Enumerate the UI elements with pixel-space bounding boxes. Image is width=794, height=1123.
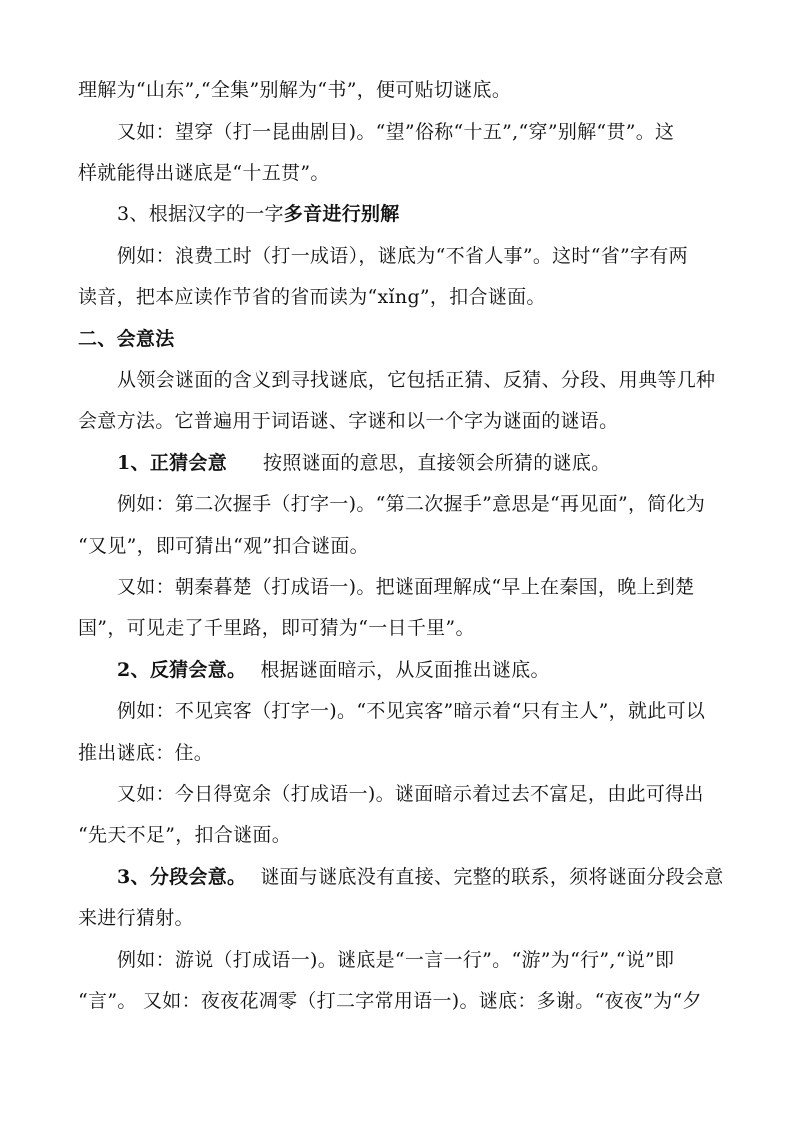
subheading-bold: 多音进行别解 <box>283 203 400 225</box>
paragraph-line: 理解为“山东”,“全集”别解为“书”，便可贴切谜底。 <box>78 79 512 101</box>
subheading-fancai <box>117 658 550 682</box>
paragraph-line: “又见”，即可猜出“观”扣合谜面。 <box>78 535 369 557</box>
subheading-text: 根据谜面暗示，从反面推出谜底。 <box>260 659 550 681</box>
subheading-title: 3、分段会意。 <box>117 866 247 888</box>
paragraph-line: 会意方法。它普遍用于词语谜、字谜和以一个字为谜面的谜语。 <box>78 410 619 432</box>
section-heading: 二、会意法 <box>78 328 175 350</box>
paragraph-line: 例如：游说（打成语一)。谜底是“一言一行”。“游”为“行”,“说”即 <box>117 949 675 971</box>
paragraph-line: 来进行猜射。 <box>78 907 194 929</box>
subheading-zhengcai <box>117 451 610 475</box>
subheading-text: 谜面与谜底没有直接、完整的联系，须将谜面分段会意 <box>260 866 724 888</box>
paragraph-line: 又如：今日得宽余（打成语一)。谜面暗示着过去不富足，由此可得出 <box>117 783 704 805</box>
paragraph-line: 例如：不见宾客（打字一)。“不见宾客”暗示着“只有主人”，就此可以 <box>117 700 706 722</box>
paragraph-line: 例如：第二次握手（打字一)。“第二次握手”意思是“再见面”，简化为 <box>117 493 706 515</box>
subheading-fenduan <box>117 865 724 889</box>
subheading-number: 3、根据汉字的一字 <box>117 203 284 225</box>
subheading-title: 2、反猜会意。 <box>117 659 247 681</box>
paragraph-line: 又如：朝秦暮楚（打成语一)。把谜面理解成“早上在秦国，晚上到楚 <box>117 576 695 598</box>
paragraph-line: “先天不足”，扣合谜面。 <box>78 824 292 846</box>
paragraph-line: 样就能得出谜底是“十五贯”。 <box>78 162 330 184</box>
paragraph-line: 推出谜底：住。 <box>78 742 214 764</box>
paragraph-line: 从领会谜面的含义到寻找谜底，它包括正猜、反猜、分段、用典等几种 <box>117 369 716 391</box>
subheading-text: 按照谜面的意思，直接领会所猜的谜底。 <box>263 452 611 474</box>
paragraph-line: “言”。 又如：夜夜花凋零（打二字常用语一)。谜底：多谢。“夜夜”为“夕 <box>78 990 702 1012</box>
subheading-title: 1、正猜会意 <box>117 452 228 474</box>
paragraph-line: 国”，可见走了千里路，即可猜为“一日千里”。 <box>78 617 475 639</box>
subheading-3 <box>117 202 400 226</box>
paragraph-line: 例如：浪费工时（打一成语），谜底为“不省人事”。这时“省”字有两 <box>117 245 688 267</box>
paragraph-line: 读音，把本应读作节省的省而读为“xǐng”，扣合谜面。 <box>78 286 546 308</box>
paragraph-line: 又如：望穿（打一昆曲剧目)。“望”俗称“十五”,“穿”别解“贯”。这 <box>117 121 675 143</box>
